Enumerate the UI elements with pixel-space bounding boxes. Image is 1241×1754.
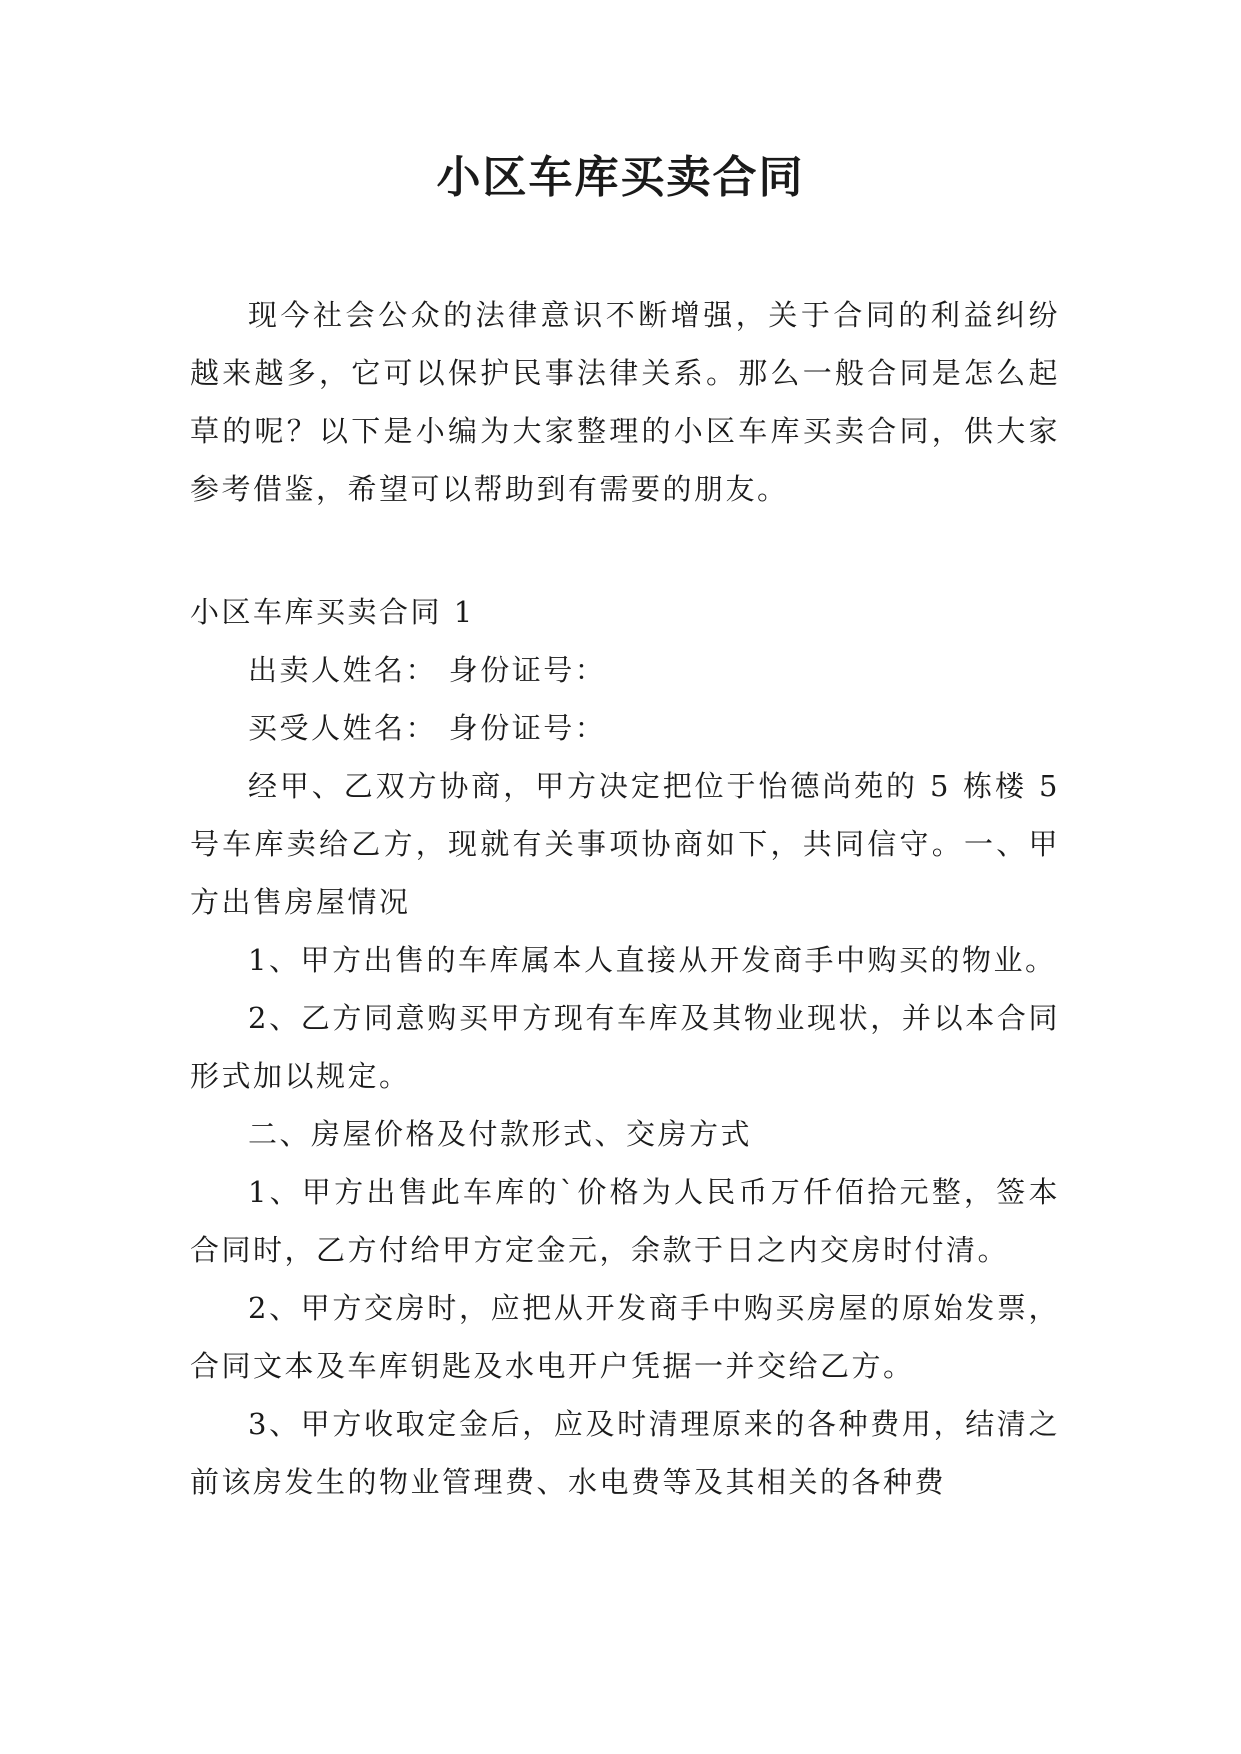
agreement-paragraph: 经甲、乙双方协商，甲方决定把位于怡德尚苑的 5 栋楼 5 号车库卖给乙方，现就有关事项协商如下，共同信守。一、甲方出售房屋情况 — [190, 769, 1060, 919]
document-body — [190, 286, 1060, 1511]
section-heading: 小区车库买卖合同 1 — [190, 595, 475, 629]
clause-2-1: 1、甲方出售此车库的`价格为人民币万仟佰拾元整，签本合同时，乙方付给甲方定金元，余款于日之内交房时付清。 — [190, 1175, 1060, 1267]
seller-line: 出卖人姓名： 身份证号： — [248, 653, 607, 687]
intro-paragraph: 现今社会公众的法律意识不断增强，关于合同的利益纠纷越来越多，它可以保护民事法律关系。那么一般合同是怎么起草的呢？以下是小编为大家整理的小区车库买卖合同，供大家参考借鉴，希望可以帮助到有需要的朋友。 — [190, 298, 1060, 506]
document-title: 小区车库买卖合同 — [436, 152, 805, 203]
clause-1-1: 1、甲方出售的车库属本人直接从开发商手中购买的物业。 — [248, 943, 1057, 977]
clause-2-3: 3、甲方收取定金后，应及时清理原来的各种费用，结清之前该房发生的物业管理费、水电费等及其相关的各种费 — [190, 1407, 1060, 1499]
clause-2-2: 2、甲方交房时，应把从开发商手中购买房屋的原始发票，合同文本及车库钥匙及水电开户凭据一并交给乙方。 — [190, 1291, 1060, 1383]
section-2-heading: 二、房屋价格及付款形式、交房方式 — [248, 1117, 753, 1151]
buyer-line: 买受人姓名： 身份证号： — [248, 711, 607, 745]
clause-1-2: 2、乙方同意购买甲方现有车库及其物业现状，并以本合同形式加以规定。 — [190, 1001, 1060, 1093]
